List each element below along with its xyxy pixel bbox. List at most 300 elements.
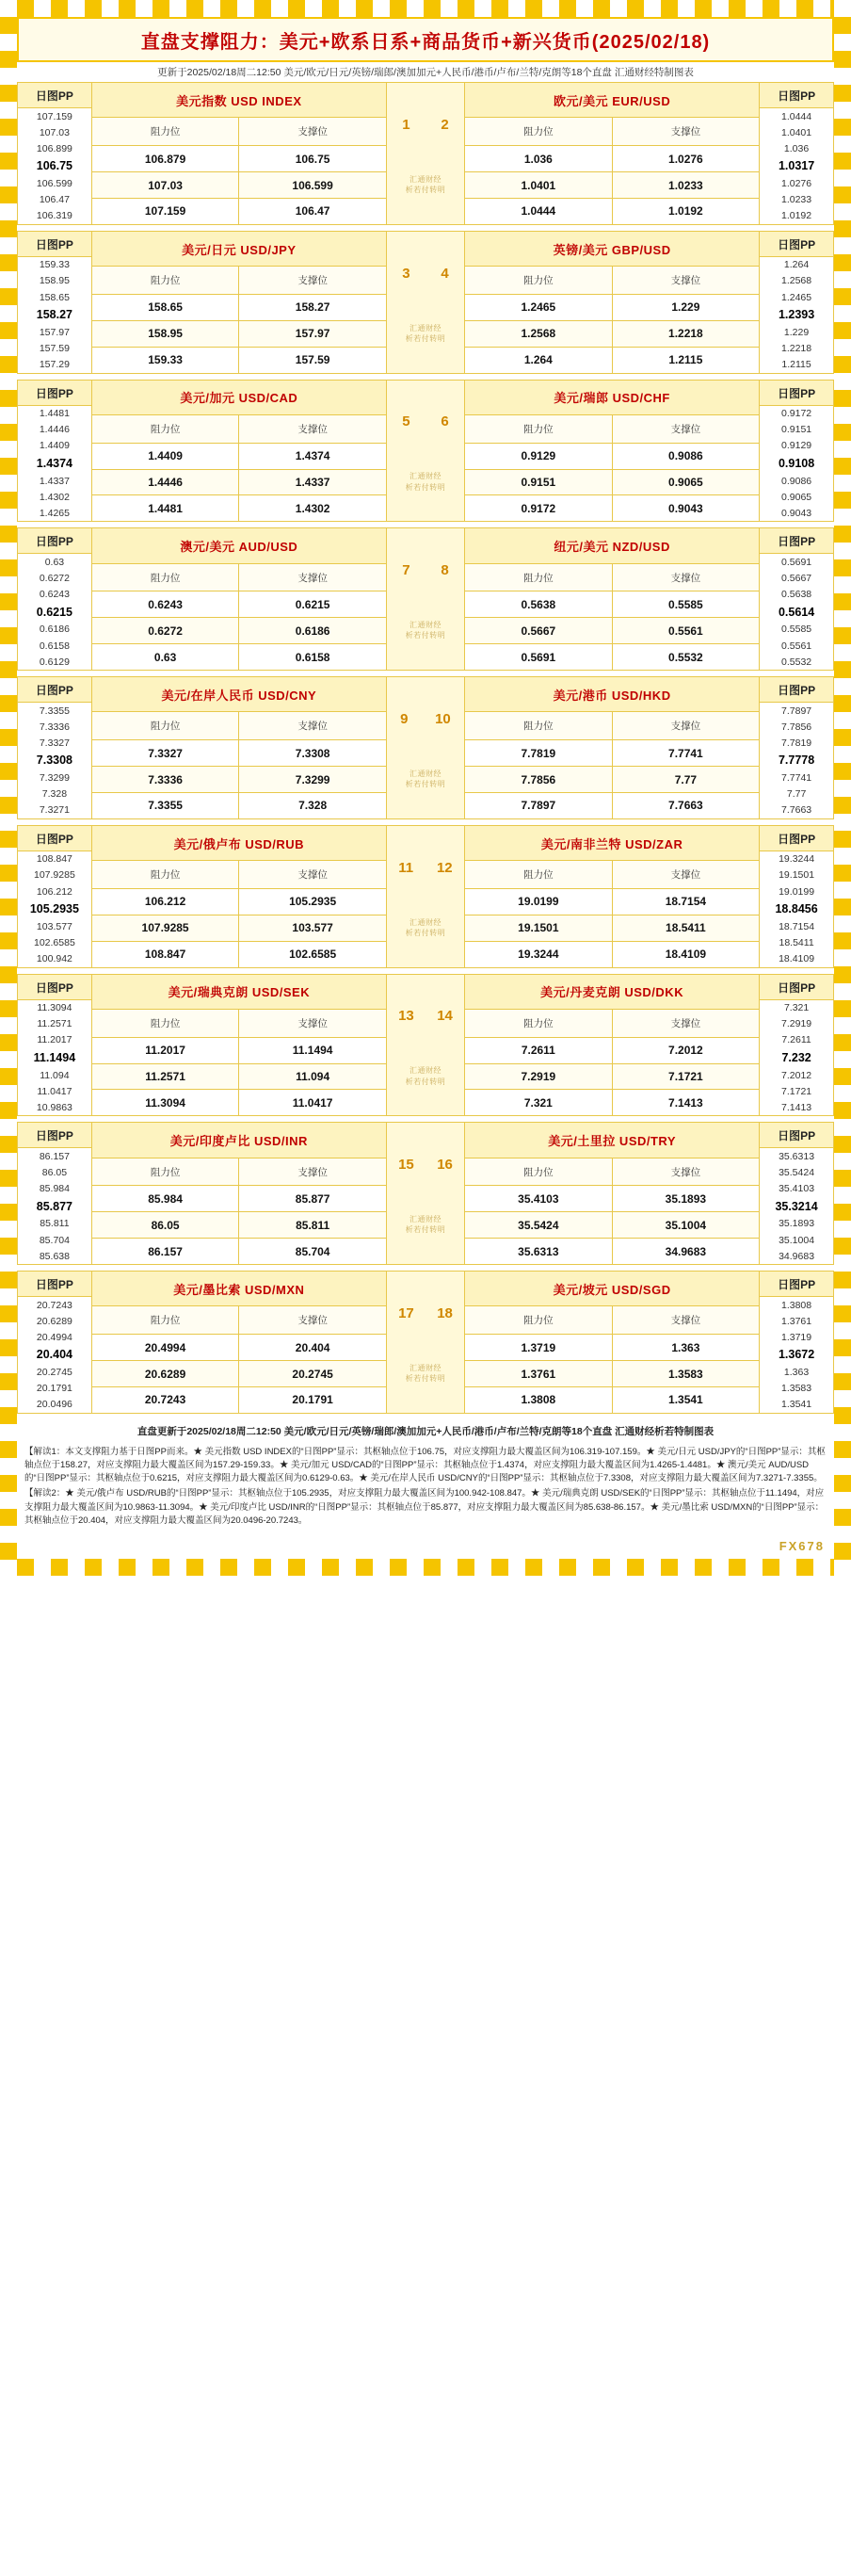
pp-header-label: 日图PP: [18, 528, 91, 554]
content-area: [17, 17, 834, 1559]
pair-name-right[interactable]: 美元/土里拉 USD/TRY: [465, 1123, 760, 1158]
resistance-value: 19.0199: [465, 888, 613, 915]
pp-value: 157.29: [18, 357, 91, 373]
pp-column-left: [18, 231, 92, 373]
pp-value: 35.3214: [760, 1197, 833, 1216]
resistance-value: 107.159: [91, 198, 239, 224]
index-number-cell: [386, 231, 464, 373]
resistance-value: 7.3336: [91, 767, 239, 793]
pair-header-row: [18, 1272, 834, 1306]
pair-header-row: [18, 83, 834, 118]
resistance-header: 阻力位: [91, 1158, 239, 1186]
pair-name-left[interactable]: 美元/加元 USD/CAD: [91, 380, 386, 414]
resistance-value: 20.6289: [91, 1361, 239, 1387]
pp-value: 106.899: [18, 140, 91, 156]
pp-value: 7.2012: [760, 1067, 833, 1083]
pp-value: 35.1004: [760, 1232, 833, 1248]
pp-value: 86.157: [18, 1148, 91, 1164]
pp-value: 0.9151: [760, 422, 833, 438]
index-number-cell: [386, 83, 464, 225]
pp-value: 85.984: [18, 1181, 91, 1197]
support-header: 支撑位: [612, 414, 760, 443]
pp-column-right: [760, 1272, 834, 1414]
pair-header-row: [18, 825, 834, 860]
pp-value: 7.7897: [760, 703, 833, 719]
blocks-container: [17, 82, 834, 1419]
index-number-right: 4: [441, 265, 449, 282]
pp-value: 107.03: [18, 124, 91, 140]
pp-header-label: 日图PP: [18, 232, 91, 257]
pp-column-right: [760, 974, 834, 1116]
center-watermark: 汇通财经 析若付转明: [405, 917, 446, 937]
resistance-header: 阻力位: [91, 267, 239, 295]
resistance-value: 7.2611: [465, 1037, 613, 1063]
resistance-header: 阻力位: [91, 861, 239, 889]
pp-value: 1.0444: [760, 108, 833, 124]
resistance-value: 1.036: [465, 146, 613, 172]
resistance-value: 108.847: [91, 941, 239, 967]
pp-value: 11.3094: [18, 1000, 91, 1016]
pp-value: 11.1494: [18, 1048, 91, 1067]
pp-value: 157.59: [18, 341, 91, 357]
resistance-header: 阻力位: [91, 712, 239, 740]
pair-name-left[interactable]: 美元/瑞典克朗 USD/SEK: [91, 974, 386, 1009]
pp-column-right: [760, 83, 834, 225]
pp-value: 7.7856: [760, 719, 833, 735]
resistance-value: 0.9172: [465, 495, 613, 522]
resistance-value: 158.65: [91, 294, 239, 320]
resistance-value: 0.63: [91, 644, 239, 671]
pp-value: 1.4446: [18, 422, 91, 438]
pp-value: 20.0496: [18, 1397, 91, 1413]
pp-value: 0.5532: [760, 654, 833, 670]
pp-value: 158.65: [18, 289, 91, 305]
page-subtitle: 更新于2025/02/18周二12:50 美元/欧元/日元/英镑/瑞郎/澳加加元+人民币/港币/卢布/兰特/克朗等18个直盘 汇通财经特制图表: [17, 62, 834, 82]
pp-value: 20.1791: [18, 1381, 91, 1397]
pair-name-left[interactable]: 美元/日元 USD/JPY: [91, 231, 386, 266]
pp-value: 1.2218: [760, 341, 833, 357]
pp-value: 1.0401: [760, 124, 833, 140]
support-value: 106.599: [239, 172, 387, 199]
pair-name-right[interactable]: 纽元/美元 NZD/USD: [465, 528, 760, 563]
resistance-value: 1.0444: [465, 198, 613, 224]
pp-header-label: 日图PP: [760, 1272, 833, 1297]
pair-header-row: [18, 231, 834, 266]
pp-value: 159.33: [18, 257, 91, 273]
pp-column-left: [18, 1272, 92, 1414]
index-number-left: 15: [398, 1157, 414, 1174]
pp-value: 0.5614: [760, 603, 833, 622]
resistance-value: 19.1501: [465, 915, 613, 941]
pp-value: 1.0276: [760, 176, 833, 192]
pp-value: 0.6129: [18, 654, 91, 670]
index-number-right: 18: [437, 1304, 453, 1321]
resistance-value: 35.4103: [465, 1186, 613, 1212]
pp-value: 7.7819: [760, 735, 833, 751]
pp-value: 0.6215: [18, 603, 91, 622]
center-watermark: 汇通财经 析若付转明: [405, 1363, 446, 1384]
support-value: 158.27: [239, 294, 387, 320]
resistance-value: 7.321: [465, 1090, 613, 1116]
pp-value: 35.5424: [760, 1164, 833, 1180]
pair-header-row: [18, 677, 834, 712]
center-watermark: 汇通财经 析若付转明: [405, 769, 446, 789]
resistance-value: 1.2465: [465, 294, 613, 320]
pp-header-label: 日图PP: [760, 975, 833, 1000]
pp-column-right: [760, 1123, 834, 1265]
resistance-header: 阻力位: [465, 1009, 613, 1037]
pp-value: 7.3327: [18, 735, 91, 751]
support-value: 1.0233: [612, 172, 760, 199]
pp-value: 105.2935: [18, 899, 91, 918]
pp-value: 7.3308: [18, 751, 91, 770]
pp-column-left: [18, 677, 92, 819]
support-value: 1.229: [612, 294, 760, 320]
pair-name-left[interactable]: 美元/墨比索 USD/MXN: [91, 1272, 386, 1306]
pp-column-left: [18, 380, 92, 522]
pp-value: 0.6186: [18, 622, 91, 638]
resistance-value: 7.3327: [91, 740, 239, 767]
pp-header-label: 日图PP: [18, 677, 91, 703]
resistance-value: 19.3244: [465, 941, 613, 967]
support-value: 0.5561: [612, 618, 760, 644]
index-number-right: 6: [441, 413, 449, 430]
pp-value: 11.0417: [18, 1083, 91, 1099]
pp-value: 7.7663: [760, 802, 833, 818]
pp-value: 158.27: [18, 305, 91, 324]
resistance-value: 1.3761: [465, 1361, 613, 1387]
analysis-paragraph-1: 【解读1：本文支撑阻力基于日图PP而来。★ 美元指数 USD INDEX的“日图PP”显示：其枢轴点位于106.75，对应支撑阻力最大覆盖区间为106.319-107.159。★ 美元/日元 USD/JPY的“日图PP”显示：其枢轴点位于158.27，对应支撑阻力最大覆盖区间为157.29-159.33。★ 美元/加元 USD/CAD的“日图PP”显示：其枢轴点位于1.4374，对应支撑阻力最大覆盖区间为1.4265-1.4481。★ 澳元/美元 AUD/USD的“日图PP”显示：其枢轴点位于0.6215，对应支撑阻力最大覆盖区间为0.6129-0.63。★ 美元/在岸人民币 USD/CNY的“日图PP”显示：其枢轴点位于7.3308，对应支撑阻力最大覆盖区间为7.3271-7.3355。: [24, 1446, 826, 1484]
resistance-value: 86.05: [91, 1212, 239, 1239]
support-value: 11.094: [239, 1063, 387, 1090]
pp-value: 1.0192: [760, 208, 833, 224]
support-header: 支撑位: [612, 861, 760, 889]
pp-value: 20.4994: [18, 1329, 91, 1345]
index-number-cell: [386, 974, 464, 1116]
pp-value: 7.2611: [760, 1032, 833, 1048]
index-number-cell: [386, 677, 464, 819]
resistance-header: 阻力位: [465, 1306, 613, 1335]
support-header: 支撑位: [239, 267, 387, 295]
resistance-value: 0.6272: [91, 618, 239, 644]
pp-value: 1.2393: [760, 305, 833, 324]
index-number-right: 2: [441, 116, 449, 133]
support-header: 支撑位: [239, 1158, 387, 1186]
resistance-value: 1.2568: [465, 320, 613, 347]
analysis-section: [17, 1443, 834, 1538]
resistance-value: 20.4994: [91, 1335, 239, 1361]
support-header: 支撑位: [612, 267, 760, 295]
pair-block: [17, 825, 834, 974]
index-number-cell: [386, 1272, 464, 1414]
pp-column-left: [18, 974, 92, 1116]
resistance-value: 107.03: [91, 172, 239, 199]
pp-column-right: [760, 231, 834, 373]
resistance-value: 11.2017: [91, 1037, 239, 1063]
resistance-value: 0.6243: [91, 591, 239, 618]
decorative-right-border: [834, 0, 851, 1576]
pp-value: 0.6158: [18, 638, 91, 654]
pair-block: [17, 82, 834, 231]
pair-name-left[interactable]: 澳元/美元 AUD/USD: [91, 528, 386, 563]
pp-value: 34.9683: [760, 1248, 833, 1264]
center-watermark: 汇通财经 析若付转明: [405, 323, 446, 343]
pair-table: [17, 825, 834, 968]
index-number-left: 13: [398, 1008, 414, 1025]
resistance-header: 阻力位: [465, 414, 613, 443]
resistance-value: 0.9151: [465, 469, 613, 495]
resistance-value: 1.3808: [465, 1386, 613, 1413]
pp-header-label: 日图PP: [760, 528, 833, 554]
pp-value: 19.0199: [760, 883, 833, 899]
pp-value: 0.6243: [18, 587, 91, 603]
pp-value: 1.036: [760, 140, 833, 156]
support-value: 103.577: [239, 915, 387, 941]
pp-column-right: [760, 528, 834, 671]
pp-value: 7.3271: [18, 802, 91, 818]
index-number-cell: [386, 528, 464, 671]
index-number-left: 7: [402, 562, 410, 579]
support-value: 7.7663: [612, 792, 760, 818]
resistance-value: 106.879: [91, 146, 239, 172]
support-header: 支撑位: [612, 1009, 760, 1037]
pair-table: [17, 82, 834, 225]
resistance-header: 阻力位: [91, 1306, 239, 1335]
pp-header-label: 日图PP: [18, 826, 91, 851]
index-number-left: 5: [402, 413, 410, 430]
pp-value: 1.0317: [760, 156, 833, 175]
support-value: 0.5532: [612, 644, 760, 671]
pp-value: 7.3336: [18, 719, 91, 735]
support-value: 11.1494: [239, 1037, 387, 1063]
pp-value: 7.2919: [760, 1016, 833, 1032]
pair-header-row: [18, 974, 834, 1009]
pair-block: [17, 380, 834, 528]
decorative-left-border: [0, 0, 17, 1576]
support-value: 1.3541: [612, 1386, 760, 1413]
pair-header-row: [18, 380, 834, 414]
pair-name-right[interactable]: 美元/瑞郎 USD/CHF: [465, 380, 760, 414]
support-value: 105.2935: [239, 888, 387, 915]
pp-value: 1.4302: [18, 489, 91, 505]
pair-block: [17, 231, 834, 380]
pair-name-right[interactable]: 英镑/美元 GBP/USD: [465, 231, 760, 266]
pp-value: 1.4409: [18, 438, 91, 454]
resistance-value: 1.4409: [91, 443, 239, 469]
resistance-value: 1.264: [465, 347, 613, 373]
support-header: 支撑位: [239, 861, 387, 889]
resistance-value: 11.3094: [91, 1090, 239, 1116]
index-number-left: 17: [398, 1304, 414, 1321]
support-value: 1.0276: [612, 146, 760, 172]
pp-value: 1.3541: [760, 1397, 833, 1413]
pair-name-right[interactable]: 美元/南非兰特 USD/ZAR: [465, 825, 760, 860]
pp-value: 7.3355: [18, 703, 91, 719]
support-value: 35.1004: [612, 1212, 760, 1239]
pp-column-left: [18, 528, 92, 671]
decorative-bottom-border: [0, 1559, 851, 1576]
index-number-cell: [386, 380, 464, 522]
index-number-left: 1: [402, 116, 410, 133]
index-number-cell: [386, 1123, 464, 1265]
support-value: 1.3583: [612, 1361, 760, 1387]
pp-value: 1.229: [760, 324, 833, 340]
pp-value: 7.7741: [760, 770, 833, 786]
support-value: 0.6186: [239, 618, 387, 644]
support-value: 85.877: [239, 1186, 387, 1212]
support-value: 0.9086: [612, 443, 760, 469]
pp-value: 18.8456: [760, 899, 833, 918]
resistance-value: 0.5638: [465, 591, 613, 618]
pp-value: 0.63: [18, 554, 91, 570]
pair-block: [17, 1271, 834, 1419]
support-value: 0.9043: [612, 495, 760, 522]
pair-name-right[interactable]: 美元/丹麦克朗 USD/DKK: [465, 974, 760, 1009]
resistance-header: 阻力位: [465, 563, 613, 591]
pp-header-label: 日图PP: [18, 975, 91, 1000]
pp-value: 19.3244: [760, 851, 833, 867]
pp-value: 1.4374: [18, 454, 91, 473]
resistance-header: 阻力位: [465, 1158, 613, 1186]
pp-header-label: 日图PP: [760, 1123, 833, 1148]
pp-value: 20.6289: [18, 1313, 91, 1329]
pp-value: 7.3299: [18, 770, 91, 786]
support-header: 支撑位: [612, 1158, 760, 1186]
pp-value: 158.95: [18, 273, 91, 289]
pair-table: [17, 527, 834, 671]
pair-name-left[interactable]: 美元/在岸人民币 USD/CNY: [91, 677, 386, 712]
pp-value: 7.328: [18, 786, 91, 802]
support-value: 1.4374: [239, 443, 387, 469]
support-value: 85.704: [239, 1239, 387, 1265]
pp-value: 85.811: [18, 1216, 91, 1232]
support-value: 18.5411: [612, 915, 760, 941]
pp-value: 18.4109: [760, 951, 833, 967]
pp-value: 107.9285: [18, 867, 91, 883]
support-header: 支撑位: [239, 414, 387, 443]
pair-name-right[interactable]: 美元/坡元 USD/SGD: [465, 1272, 760, 1306]
resistance-value: 7.7819: [465, 740, 613, 767]
pp-header-label: 日图PP: [760, 232, 833, 257]
index-number-right: 12: [436, 859, 453, 876]
pp-value: 107.159: [18, 108, 91, 124]
support-header: 支撑位: [239, 1009, 387, 1037]
resistance-value: 7.7897: [465, 792, 613, 818]
resistance-header: 阻力位: [91, 1009, 239, 1037]
pair-name-left[interactable]: 美元指数 USD INDEX: [91, 83, 386, 118]
pp-value: 18.5411: [760, 935, 833, 951]
support-value: 7.328: [239, 792, 387, 818]
index-number-right: 16: [437, 1157, 453, 1174]
pp-value: 7.7778: [760, 751, 833, 770]
center-watermark: 汇通财经 析若付转明: [405, 621, 446, 640]
pp-value: 35.1893: [760, 1216, 833, 1232]
pp-value: 103.577: [18, 918, 91, 934]
pp-value: 7.77: [760, 786, 833, 802]
pp-value: 1.2568: [760, 273, 833, 289]
resistance-header: 阻力位: [465, 118, 613, 146]
pair-table: [17, 676, 834, 819]
pp-value: 0.9172: [760, 406, 833, 422]
resistance-value: 35.6313: [465, 1239, 613, 1265]
pp-value: 1.4337: [18, 473, 91, 489]
pp-value: 19.1501: [760, 867, 833, 883]
center-watermark: 汇通财经 析若付转明: [405, 1215, 446, 1235]
resistance-header: 阻力位: [465, 267, 613, 295]
support-header: 支撑位: [612, 712, 760, 740]
pp-value: 1.363: [760, 1365, 833, 1381]
pp-column-left: [18, 825, 92, 967]
pair-table: [17, 380, 834, 523]
support-header: 支撑位: [612, 1306, 760, 1335]
pp-value: 0.5638: [760, 587, 833, 603]
support-value: 102.6585: [239, 941, 387, 967]
pp-value: 85.877: [18, 1197, 91, 1216]
pair-name-right[interactable]: 美元/港币 USD/HKD: [465, 677, 760, 712]
pair-block: [17, 1122, 834, 1271]
pp-value: 1.264: [760, 257, 833, 273]
support-value: 1.4302: [239, 495, 387, 522]
resistance-value: 159.33: [91, 347, 239, 373]
pp-header-label: 日图PP: [18, 1123, 91, 1148]
pp-value: 1.3808: [760, 1297, 833, 1313]
bottom-watermark: FX678: [779, 1539, 825, 1554]
pp-value: 11.2017: [18, 1032, 91, 1048]
pp-value: 1.3719: [760, 1329, 833, 1345]
support-value: 20.1791: [239, 1386, 387, 1413]
pair-table: [17, 231, 834, 374]
support-value: 157.97: [239, 320, 387, 347]
pp-header-label: 日图PP: [18, 1272, 91, 1297]
center-watermark: 汇通财经 析若付转明: [405, 174, 446, 195]
pair-name-left[interactable]: 美元/印度卢比 USD/INR: [91, 1123, 386, 1158]
support-value: 7.3299: [239, 767, 387, 793]
pp-header-label: 日图PP: [760, 83, 833, 108]
pair-name-right[interactable]: 欧元/美元 EUR/USD: [465, 83, 760, 118]
pp-header-label: 日图PP: [18, 83, 91, 108]
pp-value: 106.212: [18, 883, 91, 899]
resistance-value: 0.9129: [465, 443, 613, 469]
support-value: 18.4109: [612, 941, 760, 967]
pp-value: 0.5667: [760, 570, 833, 586]
pp-value: 10.9863: [18, 1099, 91, 1115]
resistance-value: 7.2919: [465, 1063, 613, 1090]
index-number-left: 3: [402, 265, 410, 282]
support-value: 85.811: [239, 1212, 387, 1239]
pp-value: 85.704: [18, 1232, 91, 1248]
pair-name-left[interactable]: 美元/俄卢布 USD/RUB: [91, 825, 386, 860]
pp-value: 18.7154: [760, 918, 833, 934]
pp-value: 7.1721: [760, 1083, 833, 1099]
support-header: 支撑位: [612, 563, 760, 591]
pp-value: 7.321: [760, 1000, 833, 1016]
pp-value: 0.5561: [760, 638, 833, 654]
support-value: 20.404: [239, 1335, 387, 1361]
support-header: 支撑位: [239, 118, 387, 146]
pp-value: 0.9129: [760, 438, 833, 454]
pp-column-left: [18, 1123, 92, 1265]
support-value: 0.5585: [612, 591, 760, 618]
support-value: 7.1721: [612, 1063, 760, 1090]
index-number-right: 10: [435, 710, 451, 727]
index-number-left: 11: [398, 859, 414, 876]
support-value: 11.0417: [239, 1090, 387, 1116]
pp-value: 0.9065: [760, 489, 833, 505]
resistance-header: 阻力位: [465, 712, 613, 740]
pp-value: 20.7243: [18, 1297, 91, 1313]
index-number-right: 14: [437, 1008, 453, 1025]
support-value: 7.2012: [612, 1037, 760, 1063]
